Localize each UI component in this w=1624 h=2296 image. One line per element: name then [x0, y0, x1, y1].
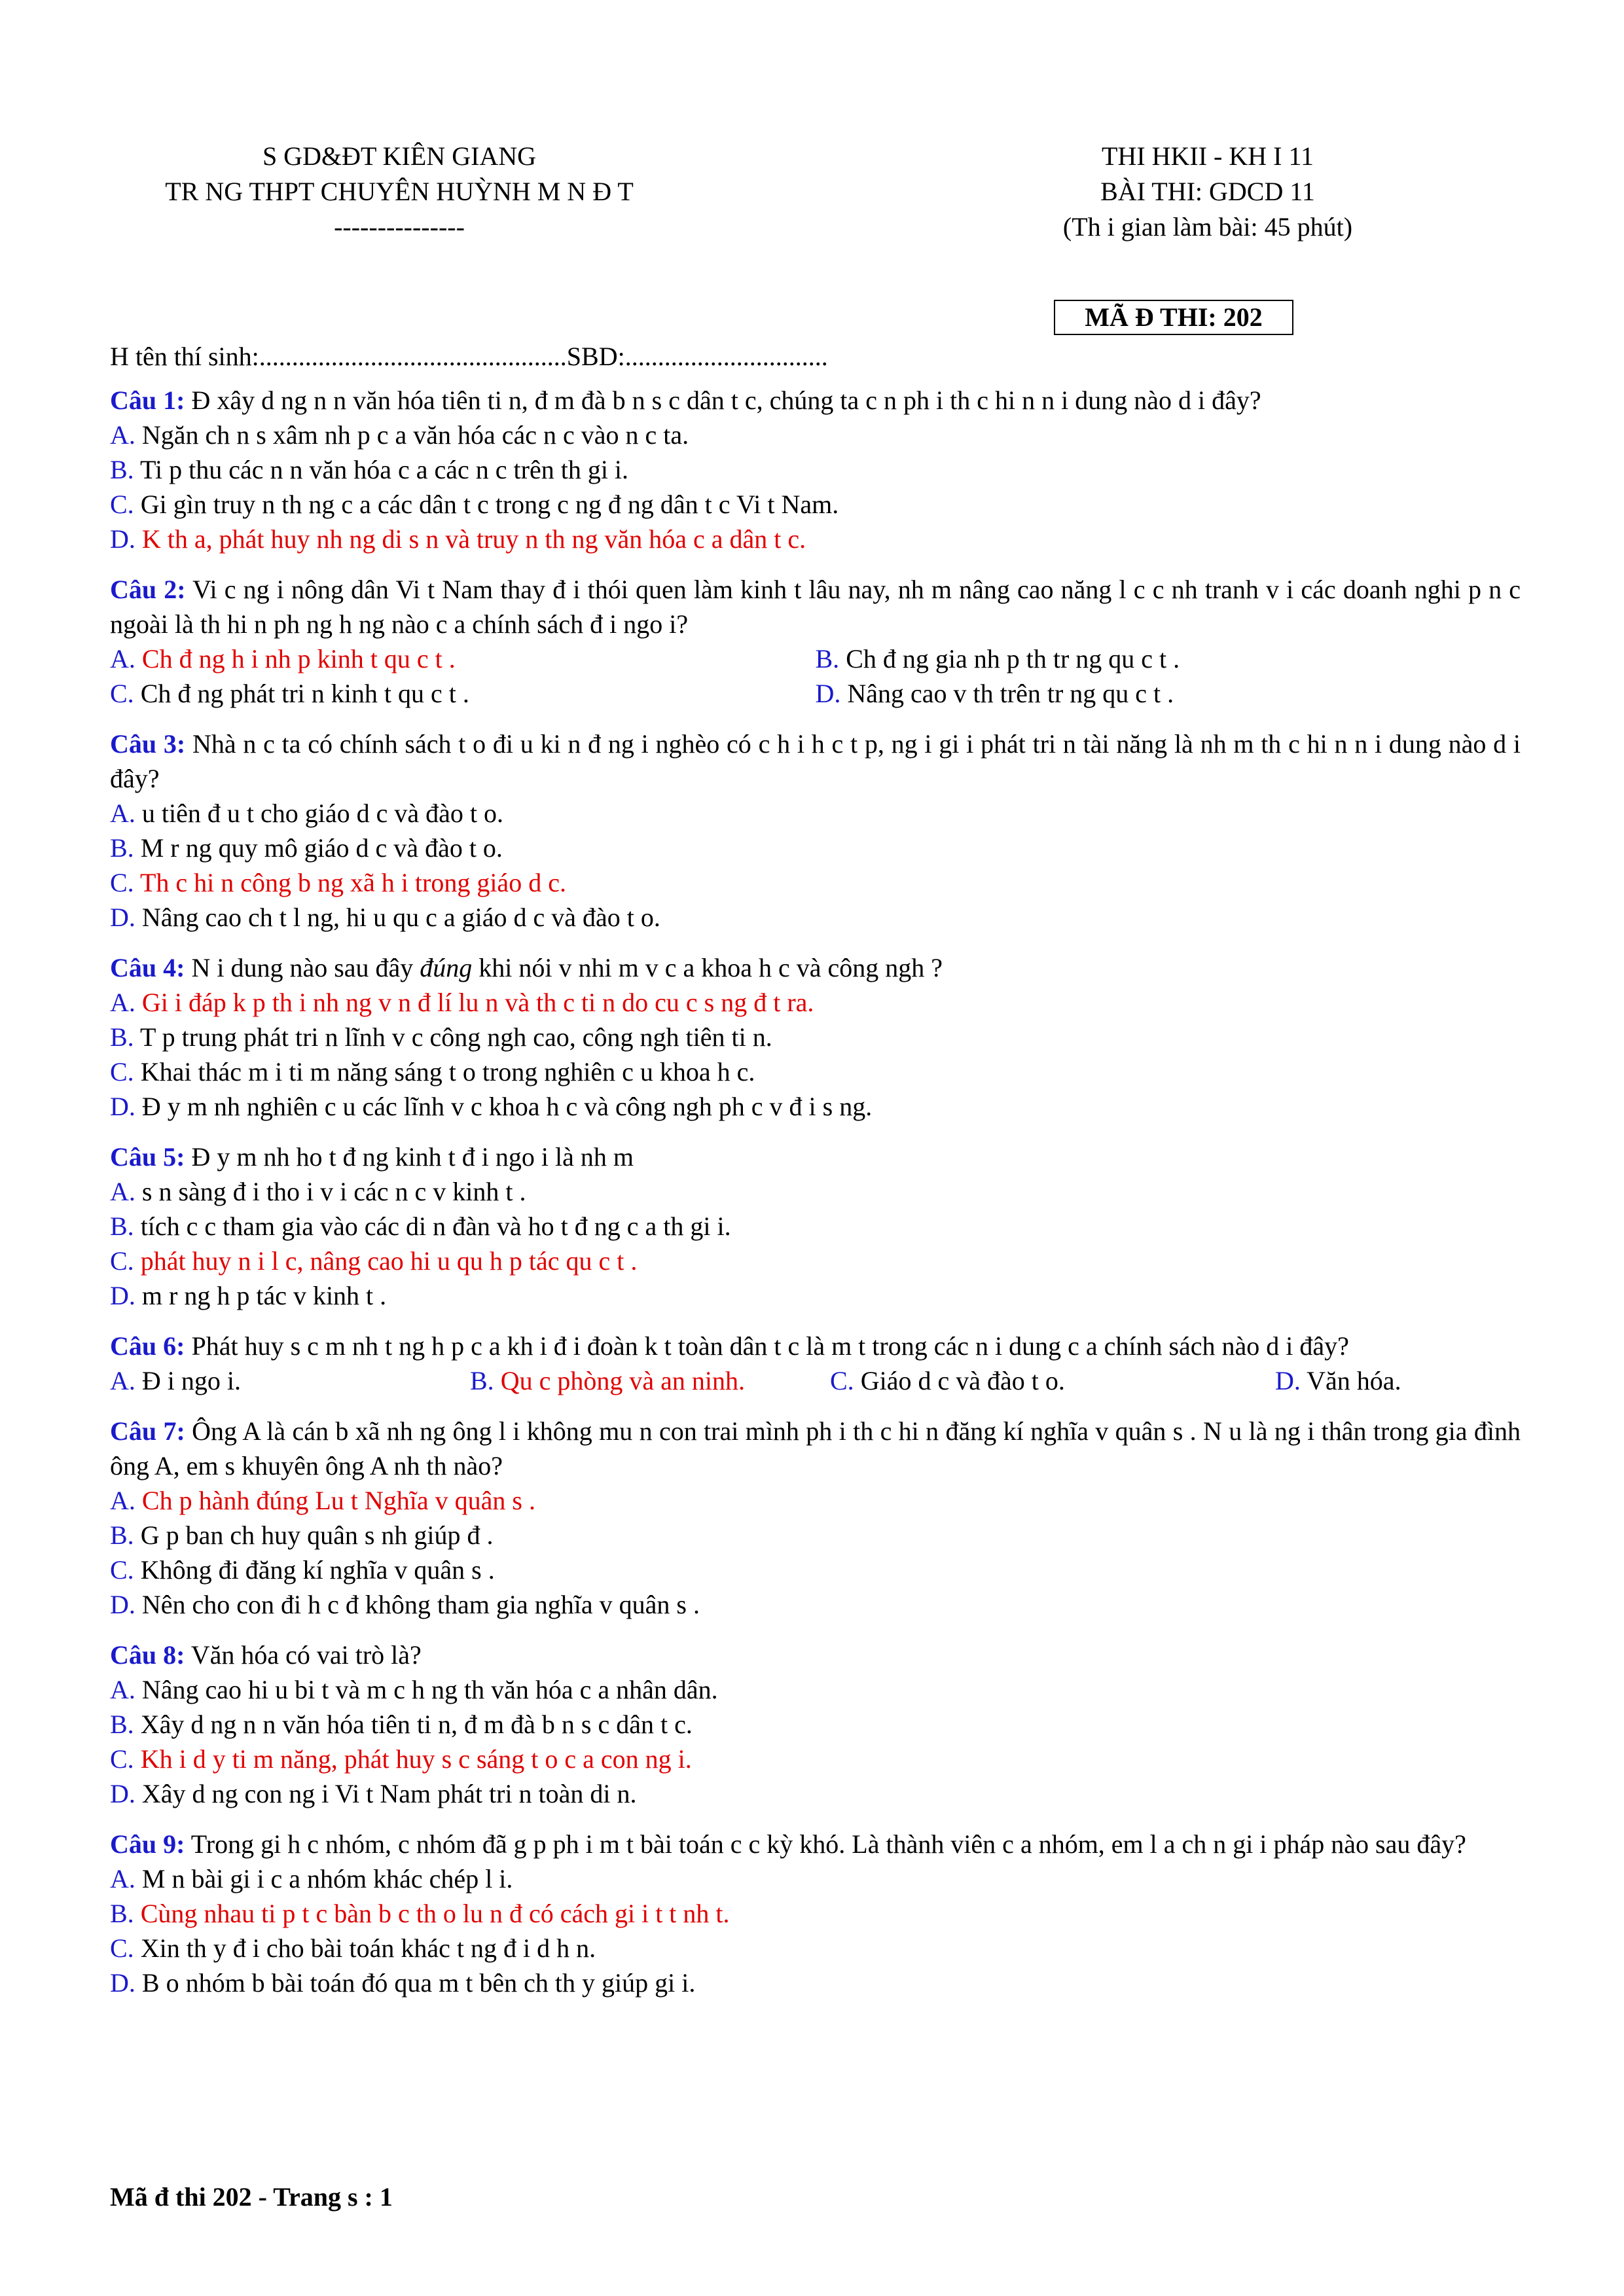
question-5: [110, 1139, 1521, 1313]
option-text: Nâng cao hi u bi t và m c h ng th văn hóa c a nhân dân.: [135, 1675, 718, 1704]
option-letter: D.: [110, 903, 135, 932]
option-text: G p ban ch huy quân s nh giúp đ .: [134, 1520, 494, 1550]
option-letter: B.: [110, 1710, 134, 1739]
option-letter: B.: [110, 1022, 134, 1052]
question-stem: [110, 1329, 1521, 1363]
option-letter: C.: [110, 1933, 134, 1963]
option-letter: B.: [110, 1520, 134, 1550]
question-1: [110, 383, 1521, 556]
option-text: Ch đ ng gia nh p th tr ng qu c t .: [839, 644, 1180, 673]
option-letter: C.: [110, 490, 134, 519]
option-text: Văn hóa.: [1300, 1366, 1401, 1395]
option-text: Gi gìn truy n th ng c a các dân t c trong c ng đ ng dân t c Vi t Nam.: [134, 490, 839, 519]
option-letter: D.: [110, 1779, 135, 1808]
question-8: [110, 1638, 1521, 1811]
question-text: khi nói v nhi m v c a khoa h c và công ngh ?: [472, 953, 943, 982]
option-letter: D.: [1275, 1366, 1301, 1395]
question-label: Câu 2:: [110, 575, 186, 604]
option-d: [110, 1278, 1521, 1313]
question-stem: [110, 950, 1521, 985]
option-letter: B.: [110, 1899, 134, 1928]
option-c-correct: [110, 1244, 1521, 1278]
question-text: Văn hóa có vai trò là?: [185, 1640, 422, 1670]
option-d: [110, 1587, 1521, 1622]
header-divider: ---------------: [334, 212, 465, 242]
option-text: Ch đ ng phát tri n kinh t qu c t .: [134, 679, 469, 708]
option-letter: C.: [110, 679, 134, 708]
question-text: Vi c ng i nông dân Vi t Nam thay đ i thói quen làm kinh t lâu nay, nh m nâng cao năng l c c nh tranh v i các doanh nghi p n c ngoài là th hi n ph ng h ng nào c a chính sách đ i ngo i?: [110, 575, 1521, 639]
option-letter: D.: [110, 1968, 135, 1998]
option-d: [110, 1089, 1521, 1124]
question-label: Câu 3:: [110, 729, 186, 759]
question-label: Câu 1:: [110, 386, 185, 415]
option-text: Kh i d y ti m năng, phát huy s c sáng t o c a con ng i.: [134, 1744, 692, 1774]
option-b: [816, 641, 1521, 676]
question-label: Câu 8:: [110, 1640, 185, 1670]
option-d: [110, 900, 1521, 935]
option-letter: C.: [110, 1744, 134, 1774]
option-row: [110, 676, 1521, 711]
option-c: [110, 487, 1521, 522]
question-list: [110, 383, 1521, 2016]
option-letter: D.: [815, 679, 841, 708]
question-stem: [110, 1827, 1521, 1861]
option-row: [110, 1363, 1521, 1398]
option-a: [110, 796, 1521, 831]
option-text: Cùng nhau ti p t c bàn b c th o lu n đ có cách gi i t t nh t.: [134, 1899, 730, 1928]
question-label: Câu 5:: [110, 1142, 185, 1172]
option-d: [110, 1965, 1521, 2000]
option-text: m r ng h p tác v kinh t .: [135, 1281, 387, 1310]
option-letter: B.: [815, 644, 840, 673]
page-footer: Mã đ thi 202 - Trang s : 1: [110, 2182, 393, 2212]
department-name: S GD&ĐT KIÊN GIANG: [262, 141, 537, 171]
option-letter: A.: [110, 1675, 135, 1704]
option-letter: D.: [110, 1590, 135, 1619]
option-a: [110, 1672, 1521, 1707]
question-2: [110, 572, 1521, 711]
question-text: Phát huy s c m nh t ng h p c a kh i đ i đoàn k t toàn dân t c là m t trong các n i dung c a chính sách nào d i đây?: [185, 1331, 1349, 1361]
option-text: B o nhóm b bài toán đó qua m t bên ch th y giúp gi i.: [135, 1968, 696, 1998]
option-text: Xây d ng con ng i Vi t Nam phát tri n toàn di n.: [135, 1779, 637, 1808]
exam-subject: BÀI THI: GDCD 11: [1100, 177, 1315, 206]
option-b: [110, 1209, 1521, 1244]
option-text: Nên cho con đi h c đ không tham gia nghĩa v quân s .: [135, 1590, 700, 1619]
option-letter: C.: [830, 1366, 854, 1395]
option-letter: D.: [110, 1092, 135, 1121]
question-label: Câu 9:: [110, 1829, 185, 1859]
option-b-correct: [470, 1363, 830, 1398]
question-text: Đ xây d ng n n văn hóa tiên ti n, đ m đà b n s c dân t c, chúng ta c n ph i th c hi n n i dung nào d i đây?: [185, 386, 1261, 415]
option-c-correct: [110, 865, 1521, 900]
question-stem: [110, 1638, 1521, 1672]
option-letter: A.: [110, 644, 135, 673]
option-text: Xin th y đ i cho bài toán khác t ng đ i d h n.: [134, 1933, 596, 1963]
option-text: Ch đ ng h i nh p kinh t qu c t .: [135, 644, 456, 673]
option-text: T p trung phát tri n lĩnh v c công ngh cao, công ngh tiên ti n.: [134, 1022, 772, 1052]
exam-code-box: MÃ Đ THI: 202: [1054, 300, 1293, 335]
question-label: Câu 4:: [110, 953, 185, 982]
option-letter: C.: [110, 1555, 134, 1585]
option-text: Khai thác m i ti m năng sáng t o trong nghiên c u khoa h c.: [134, 1057, 755, 1086]
option-b: [110, 1518, 1521, 1552]
option-d: [110, 1776, 1521, 1811]
option-letter: A.: [110, 798, 135, 828]
exam-duration: (Th i gian làm bài: 45 phút): [1062, 212, 1353, 242]
question-emphasis: đúng: [420, 953, 473, 982]
option-text: tích c c tham gia vào các di n đàn và ho t đ ng c a th gi i.: [134, 1211, 731, 1241]
option-text: Không đi đăng kí nghĩa v quân s .: [134, 1555, 495, 1585]
question-7: [110, 1414, 1521, 1622]
question-stem: [110, 1414, 1521, 1483]
option-b-correct: [110, 1896, 1521, 1931]
question-stem: [110, 726, 1521, 796]
option-a: [110, 1861, 1521, 1896]
option-c: [110, 676, 816, 711]
option-text: Th c hi n công b ng xã h i trong giáo d c.: [134, 868, 566, 897]
question-6: [110, 1329, 1521, 1398]
option-letter: D.: [110, 524, 135, 554]
option-c: [830, 1363, 1275, 1398]
question-text: Trong gi h c nhóm, c nhóm đã g p ph i m t bài toán c c kỳ khó. Là thành viên c a nhóm, em l a ch n gi i pháp nào sau đây?: [185, 1829, 1466, 1859]
option-letter: A.: [110, 1486, 135, 1515]
question-text: N i dung nào sau đây: [185, 953, 420, 982]
option-c: [110, 1054, 1521, 1089]
option-letter: A.: [110, 1177, 135, 1206]
exam-header: [936, 139, 1479, 245]
option-text: Nâng cao v th trên tr ng qu c t .: [840, 679, 1174, 708]
option-letter: A.: [110, 1864, 135, 1893]
option-text: phát huy n i l c, nâng cao hi u qu h p tác qu c t .: [134, 1246, 638, 1276]
option-letter: A.: [110, 988, 135, 1017]
option-letter: C.: [110, 868, 134, 897]
question-9: [110, 1827, 1521, 2000]
option-text: u tiên đ u t cho giáo d c và đào t o.: [135, 798, 503, 828]
option-b: [110, 831, 1521, 865]
option-text: Giáo d c và đào t o.: [854, 1366, 1065, 1395]
question-label: Câu 6:: [110, 1331, 185, 1361]
option-d: [1275, 1363, 1521, 1398]
option-text: Xây d ng n n văn hóa tiên ti n, đ m đà b n s c dân t c.: [134, 1710, 693, 1739]
option-d: [816, 676, 1521, 711]
question-text: Ông A là cán b xã nh ng ông l i không mu n con trai mình ph i th c hi n đăng kí nghĩa v quân s . N u là ng i thân trong gia đình ông A, em s khuyên ông A nh th nào?: [110, 1416, 1521, 1480]
option-text: M r ng quy mô giáo d c và đào t o.: [134, 833, 503, 863]
option-text: Qu c phòng và an ninh.: [494, 1366, 745, 1395]
question-text: Nhà n c ta có chính sách t o đi u ki n đ ng i nghèo có c h i h c t p, ng i gi i phát tri n tài năng là nh m th c hi n n i dung nào d i đây?: [110, 729, 1521, 793]
option-text: Ngăn ch n s xâm nh p c a văn hóa các n c vào n c ta.: [135, 420, 689, 450]
option-d-correct: [110, 522, 1521, 556]
option-letter: C.: [110, 1057, 134, 1086]
option-letter: B.: [110, 1211, 134, 1241]
option-a-correct: [110, 985, 1521, 1020]
school-name: TR NG THPT CHUYÊN HUỲNH M N Đ T: [165, 177, 634, 206]
option-text: Ch p hành đúng Lu t Nghĩa v quân s .: [135, 1486, 535, 1515]
option-letter: A.: [110, 420, 135, 450]
candidate-info-line: H tên thí sinh:...............................................SBD:...............................: [110, 342, 828, 371]
option-letter: B.: [470, 1366, 494, 1395]
question-4: [110, 950, 1521, 1124]
option-letter: A.: [110, 1366, 135, 1395]
question-stem: [110, 383, 1521, 418]
option-text: Đ y m nh nghiên c u các lĩnh v c khoa h c và công ngh ph c v đ i s ng.: [135, 1092, 873, 1121]
option-c: [110, 1931, 1521, 1965]
option-a: [110, 1363, 470, 1398]
option-b: [110, 1707, 1521, 1742]
option-text: M n bài gi i c a nhóm khác chép l i.: [135, 1864, 513, 1893]
option-letter: B.: [110, 833, 134, 863]
question-3: [110, 726, 1521, 935]
question-stem: [110, 572, 1521, 641]
option-text: K th a, phát huy nh ng di s n và truy n th ng văn hóa c a dân t c.: [135, 524, 806, 554]
option-text: Đ i ngo i.: [135, 1366, 242, 1395]
option-text: Ti p thu các n n văn hóa c a các n c trên th gi i.: [134, 455, 629, 484]
option-text: Gi i đáp k p th i nh ng v n đ lí lu n và th c ti n do cu c s ng đ t ra.: [135, 988, 814, 1017]
question-stem: [110, 1139, 1521, 1174]
option-text: Nâng cao ch t l ng, hi u qu c a giáo d c và đào t o.: [135, 903, 660, 932]
option-letter: B.: [110, 455, 134, 484]
question-label: Câu 7:: [110, 1416, 185, 1446]
question-text: Đ y m nh ho t đ ng kinh t đ i ngo i là nh m: [185, 1142, 634, 1172]
option-c: [110, 1552, 1521, 1587]
option-a-correct: [110, 641, 816, 676]
option-c-correct: [110, 1742, 1521, 1776]
option-row: [110, 641, 1521, 676]
option-text: s n sàng đ i tho i v i các n c v kinh t .: [135, 1177, 526, 1206]
option-a: [110, 418, 1521, 452]
option-b: [110, 452, 1521, 487]
option-a-correct: [110, 1483, 1521, 1518]
option-letter: D.: [110, 1281, 135, 1310]
exam-title: THI HKII - KH I 11: [1102, 141, 1314, 171]
option-a: [110, 1174, 1521, 1209]
option-letter: C.: [110, 1246, 134, 1276]
option-b: [110, 1020, 1521, 1054]
school-header: [105, 139, 694, 245]
